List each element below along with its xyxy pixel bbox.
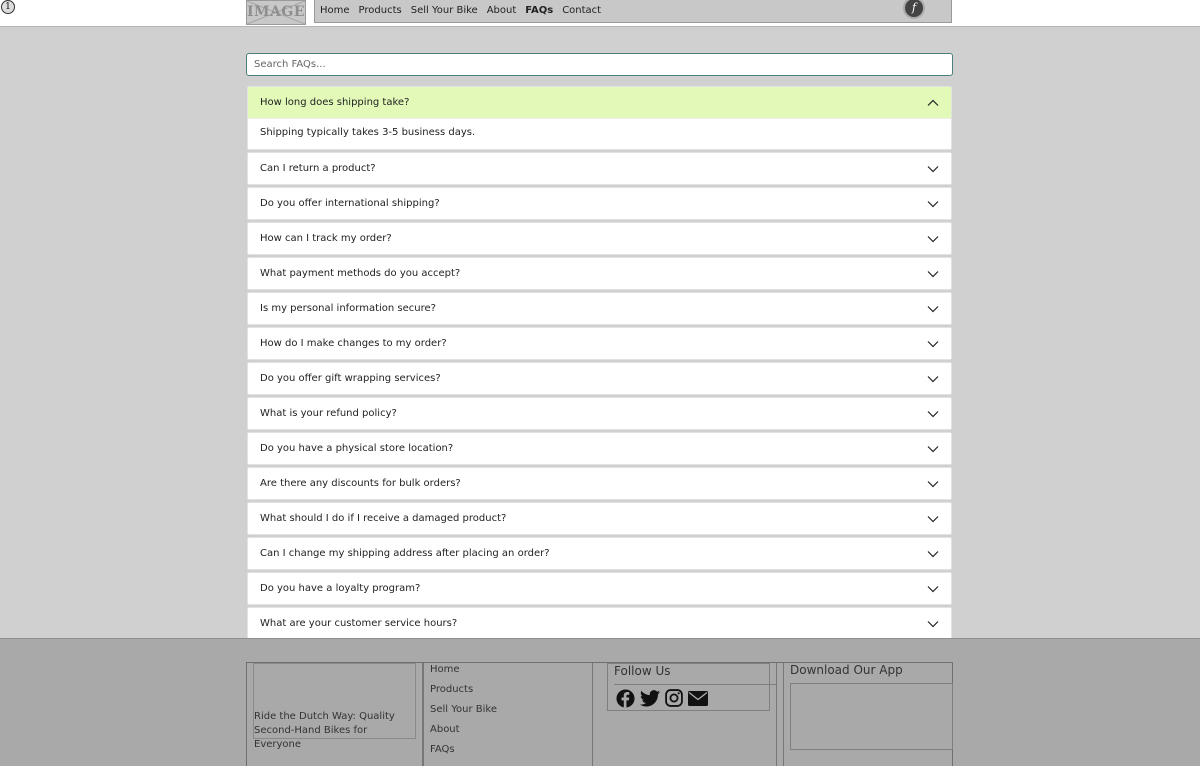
faq-question-text: Are there any discounts for bulk orders? — [260, 478, 461, 489]
chevron-down-icon — [927, 410, 939, 418]
facebook-icon-button[interactable]: f — [903, 0, 925, 19]
faq-question-toggle[interactable] — [248, 468, 951, 499]
chevron-down-icon — [927, 200, 939, 208]
instagram-icon[interactable] — [665, 689, 683, 707]
facebook-icon[interactable] — [616, 689, 635, 708]
notification-badge: 1 — [1, 0, 15, 14]
faq-search-input[interactable] — [246, 53, 953, 76]
faq-question-toggle[interactable] — [248, 503, 951, 534]
logo-placeholder[interactable] — [246, 0, 306, 25]
faq-question-toggle[interactable] — [248, 87, 951, 118]
faq-question-text: How long does shipping take? — [260, 97, 410, 108]
chevron-down-icon — [927, 305, 939, 313]
faq-item — [247, 362, 952, 395]
app-download-box[interactable] — [790, 683, 953, 750]
faq-question-text: Is my personal information secure? — [260, 303, 436, 314]
faq-question-toggle[interactable] — [248, 328, 951, 359]
twitter-icon[interactable] — [640, 690, 660, 707]
footer-links — [430, 664, 497, 764]
nav-link-contact[interactable]: Contact — [562, 5, 602, 16]
follow-us-box — [607, 663, 770, 711]
footer-link-sell-your-bike[interactable]: Sell Your Bike — [430, 704, 497, 715]
faq-question-toggle[interactable] — [248, 608, 951, 639]
footer-brand-column — [247, 663, 423, 766]
faq-question-text: How do I make changes to my order? — [260, 338, 447, 349]
faq-question-toggle[interactable] — [248, 258, 951, 289]
faq-item — [247, 292, 952, 325]
footer-columns — [246, 662, 953, 766]
footer-link-home[interactable]: Home — [430, 664, 460, 675]
faq-question-text: What payment methods do you accept? — [260, 268, 461, 279]
nav-link-home[interactable]: Home — [320, 5, 350, 16]
footer-link-faqs[interactable]: FAQs — [430, 744, 455, 755]
footer-app-column — [783, 663, 953, 766]
faq-item — [247, 222, 952, 255]
faq-question-toggle[interactable] — [248, 573, 951, 604]
chevron-down-icon — [927, 620, 939, 628]
faq-question-text: Do you have a loyalty program? — [260, 583, 421, 594]
nav-link-products[interactable]: Products — [358, 5, 402, 16]
faq-question-toggle[interactable] — [248, 223, 951, 254]
faq-item — [247, 86, 952, 150]
nav-link-faqs[interactable]: FAQs — [525, 5, 554, 16]
faq-question-text: What should I do if I receive a damaged product? — [260, 513, 507, 524]
faq-item — [247, 327, 952, 360]
faq-answer: Shipping typically takes 3-5 business days. — [248, 118, 951, 149]
nav-links — [320, 5, 610, 16]
faq-item — [247, 432, 952, 465]
chevron-down-icon — [927, 445, 939, 453]
faq-item — [247, 152, 952, 185]
download-app-title: Download Our App — [790, 663, 903, 677]
chevron-down-icon — [927, 375, 939, 383]
faq-item — [247, 257, 952, 290]
faq-question-text: Can I return a product? — [260, 163, 376, 174]
faq-question-text: How can I track my order? — [260, 233, 392, 244]
chevron-down-icon — [927, 165, 939, 173]
footer-follow-column — [601, 663, 777, 766]
faq-question-text: Do you offer international shipping? — [260, 198, 440, 209]
faq-question-toggle[interactable] — [248, 538, 951, 569]
faq-item — [247, 572, 952, 605]
site-footer — [0, 638, 1200, 766]
chevron-down-icon — [927, 585, 939, 593]
faq-question-toggle[interactable] — [248, 188, 951, 219]
faq-question-text: Do you have a physical store location? — [260, 443, 454, 454]
email-icon[interactable] — [688, 691, 708, 706]
faq-question-toggle[interactable] — [248, 293, 951, 324]
faq-item — [247, 607, 952, 640]
faq-question-text: Do you offer gift wrapping services? — [260, 373, 441, 384]
chevron-up-icon — [927, 99, 939, 107]
faq-question-toggle[interactable] — [248, 153, 951, 184]
chevron-down-icon — [927, 340, 939, 348]
faq-question-text: What are your customer service hours? — [260, 618, 458, 629]
faq-item — [247, 467, 952, 500]
faq-question-text: What is your refund policy? — [260, 408, 397, 419]
main-nav — [314, 0, 952, 23]
faq-item — [247, 502, 952, 535]
faq-item — [247, 187, 952, 220]
faq-item — [247, 537, 952, 570]
faq-accordion — [247, 86, 952, 642]
footer-tagline: Ride the Dutch Way: Quality Second-Hand Bikes for Everyone — [254, 711, 395, 750]
chevron-down-icon — [927, 235, 939, 243]
nav-link-about[interactable]: About — [486, 5, 517, 16]
chevron-down-icon — [927, 515, 939, 523]
follow-us-title: Follow Us — [614, 664, 671, 678]
faq-question-toggle[interactable] — [248, 398, 951, 429]
chevron-down-icon — [927, 270, 939, 278]
footer-brand-box — [253, 663, 416, 750]
social-links — [614, 684, 777, 711]
footer-link-about[interactable]: About — [430, 724, 460, 735]
logo-text: IMAGE — [247, 4, 306, 20]
top-header — [0, 0, 1200, 27]
footer-links-column — [423, 663, 593, 766]
faq-item — [247, 397, 952, 430]
faq-question-toggle[interactable] — [248, 433, 951, 464]
faq-question-text: Can I change my shipping address after placing an order? — [260, 548, 550, 559]
footer-link-products[interactable]: Products — [430, 684, 474, 695]
chevron-down-icon — [927, 480, 939, 488]
faq-question-toggle[interactable] — [248, 363, 951, 394]
nav-link-sell-your-bike[interactable]: Sell Your Bike — [410, 5, 478, 16]
chevron-down-icon — [927, 550, 939, 558]
